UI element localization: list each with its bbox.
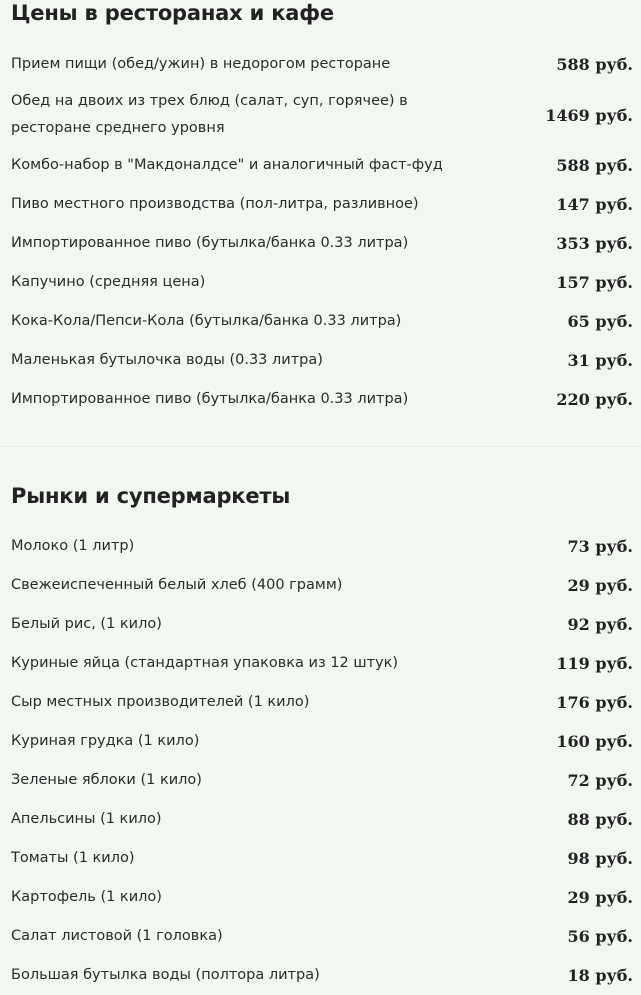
item-price: 176 руб.	[556, 693, 633, 712]
item-label: Кока-Кола/Пепси-Кола (бутылка/банка 0.33 литра)	[11, 313, 402, 329]
price-row	[11, 224, 633, 263]
item-label: Апельсины (1 кило)	[11, 811, 162, 827]
price-row	[11, 263, 633, 302]
price-row	[11, 761, 633, 800]
item-price: 29 руб.	[567, 576, 633, 595]
item-label: Сыр местных производителей (1 кило)	[11, 694, 310, 710]
price-row	[11, 566, 633, 605]
price-row	[11, 341, 633, 380]
item-label: Зеленые яблоки (1 кило)	[11, 772, 202, 788]
item-price: 92 руб.	[567, 615, 633, 634]
item-label: Куриная грудка (1 кило)	[11, 733, 200, 749]
item-price: 353 руб.	[556, 234, 633, 253]
price-row	[11, 839, 633, 878]
price-row	[11, 380, 633, 419]
price-row	[11, 956, 633, 995]
restaurant-prices-section	[0, 0, 641, 419]
item-price: 56 руб.	[567, 927, 633, 946]
item-price: 31 руб.	[567, 351, 633, 370]
item-label: Маленькая бутылочка воды (0.33 литра)	[11, 352, 323, 368]
item-price: 88 руб.	[567, 810, 633, 829]
price-row	[11, 683, 633, 722]
item-label: Капучино (средняя цена)	[11, 274, 206, 290]
item-label: Томаты (1 кило)	[11, 850, 135, 866]
item-label: Прием пищи (обед/ужин) в недорогом ресторане	[11, 55, 391, 72]
price-row	[11, 605, 633, 644]
item-label: Импортированное пиво (бутылка/банка 0.33 литра)	[11, 391, 409, 407]
price-row	[11, 44, 633, 84]
item-price: 1469 руб.	[545, 105, 633, 125]
item-price: 220 руб.	[556, 390, 633, 409]
item-price: 160 руб.	[556, 732, 633, 751]
price-row	[11, 84, 633, 146]
restaurant-prices-title: Цены в ресторанах и кафе	[11, 1, 334, 25]
price-row	[11, 527, 633, 566]
item-price: 147 руб.	[556, 195, 633, 214]
item-label: Молоко (1 литр)	[11, 538, 135, 554]
item-label: Пиво местного производства (пол-литра, разливное)	[11, 196, 419, 212]
item-price: 29 руб.	[567, 888, 633, 907]
item-label: Свежеиспеченный белый хлеб (400 грамм)	[11, 577, 343, 593]
item-label: Картофель (1 кило)	[11, 889, 162, 905]
market-prices-section	[0, 481, 641, 995]
item-price: 98 руб.	[567, 849, 633, 868]
item-price: 18 руб.	[567, 966, 633, 985]
item-label: Импортированное пиво (бутылка/банка 0.33 литра)	[11, 235, 409, 251]
item-price: 119 руб.	[556, 654, 633, 673]
item-price: 588 руб.	[556, 156, 633, 175]
item-label: Куриные яйца (стандартная упаковка из 12 штук)	[11, 655, 399, 671]
price-row	[11, 800, 633, 839]
item-price: 157 руб.	[556, 273, 633, 292]
item-price: 588 руб.	[556, 54, 633, 74]
price-row	[11, 146, 633, 185]
item-price: 65 руб.	[567, 312, 633, 331]
item-price: 73 руб.	[567, 537, 633, 556]
price-row	[11, 722, 633, 761]
item-price: 72 руб.	[567, 771, 633, 790]
price-row	[11, 185, 633, 224]
market-prices-title: Рынки и супермаркеты	[11, 484, 291, 508]
item-label: Обед на двоих из трех блюд (салат, суп, горячее) в ресторане среднего уровня	[11, 93, 408, 136]
price-row	[11, 878, 633, 917]
price-row	[11, 302, 633, 341]
item-label: Комбо-набор в "Макдоналдсе" и аналогичный фаст-фуд	[11, 157, 443, 173]
item-label: Большая бутылка воды (полтора литра)	[11, 967, 320, 983]
item-label: Салат листовой (1 головка)	[11, 928, 223, 944]
price-row	[11, 917, 633, 956]
price-row	[11, 644, 633, 683]
item-label: Белый рис, (1 кило)	[11, 616, 162, 632]
